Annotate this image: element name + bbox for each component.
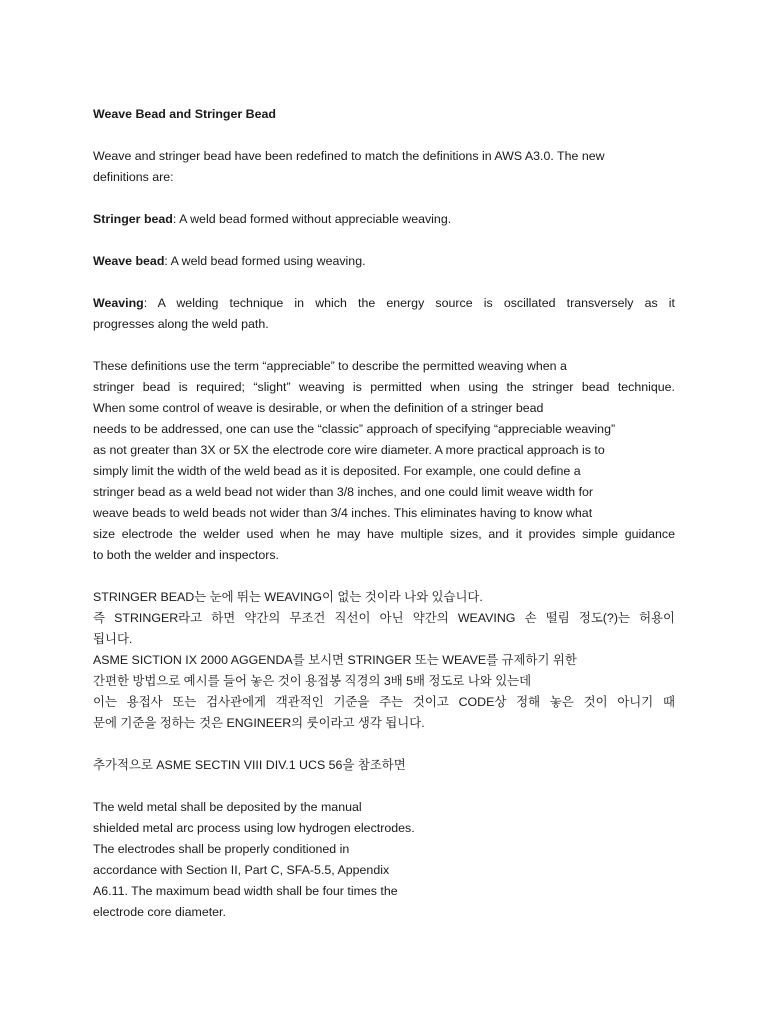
spacer [93,188,675,209]
definition-text: : A weld bead formed without appreciable weaving. [172,212,452,226]
additional-reference: 추가적으로 ASME SECTIN VIII DIV.1 UCS 56을 참조하면 [93,758,406,772]
discussion-line: as not greater than 3X or 5X the electrode core wire diameter. A more practical approach is to [93,443,605,457]
definition-weave [93,251,675,272]
discussion-line: stringer bead as a weld bead not wider than 3/8 inches, and one could limit weave width for [93,485,594,499]
ucs-line: The electrodes shall be properly conditioned in [93,842,350,856]
korean-line: 간편한 방법으로 예시를 들어 놓은 것이 용접봉 직경의 3배 5배 정도로 나와 있는데 [93,674,532,688]
discussion-line: needs to be addressed, one can use the “classic” approach of specifying “appreciable weaving” [93,422,616,436]
ucs-line: accordance with Section II, Part C, SFA-5.5, Appendix [93,863,390,877]
discussion-line: stringer bead is required; “slight” weaving is permitted when using the stringer bead technique. [93,380,675,394]
document-title: Weave Bead and Stringer Bead [93,107,276,121]
discussion-line: weave beads to weld beads not wider than 3/4 inches. This eliminates having to know what [93,506,593,520]
korean-line: 됩니다. [93,632,133,646]
spacer [93,230,675,251]
definition-weaving [93,293,675,314]
ucs-line: A6.11. The maximum bead width shall be four times the [93,884,398,898]
spacer [93,776,675,797]
discussion-line: size electrode the welder used when he may have multiple sizes, and it provides simple guidance [93,527,675,541]
definition-term: Stringer bead [93,212,173,226]
definition-text: : A weld bead formed using weaving. [164,254,366,268]
korean-line: 즉 STRINGER라고 하면 약간의 무조건 직선이 아닌 약간의 WEAVING 손 떨림 정도(?)는 허용이 [93,611,675,625]
definition-term: Weaving [93,296,144,310]
spacer [93,272,675,293]
discussion-line: When some control of weave is desirable, or when the definition of a stringer bead [93,401,544,415]
ucs-line: shielded metal arc process using low hydrogen electrodes. [93,821,415,835]
korean-line: ASME SICTION IX 2000 AGGENDA를 보시면 STRINGER 또는 WEAVE를 규제하기 위한 [93,653,577,667]
ucs-line: electrode core diameter. [93,905,226,919]
discussion-line: These definitions use the term “appreciable” to describe the permitted weaving when a [93,359,567,373]
korean-line: 문에 기준을 정하는 것은 ENGINEER의 룻이라고 생각 됩니다. [93,716,425,730]
discussion-line: to both the welder and inspectors. [93,548,279,562]
ucs-line: The weld metal shall be deposited by the manual [93,800,362,814]
korean-line: 이는 용접사 또는 검사관에게 객관적인 기준을 주는 것이고 CODE상 정해 놓은 것이 아니기 때 [93,695,675,709]
definition-weaving-continued: progresses along the weld path. [93,317,269,331]
spacer [93,566,675,587]
spacer [93,734,675,755]
korean-line: STRINGER BEAD는 눈에 뛰는 WEAVING이 없는 것이라 나와 있습니다. [93,590,483,604]
definition-text: : A welding technique in which the energy source is oscillated transversely as it [143,296,675,310]
definition-term: Weave bead [93,254,165,268]
discussion-line: simply limit the width of the weld bead as it is deposited. For example, one could define a [93,464,581,478]
intro-line: definitions are: [93,170,174,184]
document-page [93,104,675,923]
definition-stringer [93,209,675,230]
intro-line: Weave and stringer bead have been redefined to match the definitions in AWS A3.0. The new [93,149,605,163]
spacer [93,125,675,146]
spacer [93,335,675,356]
